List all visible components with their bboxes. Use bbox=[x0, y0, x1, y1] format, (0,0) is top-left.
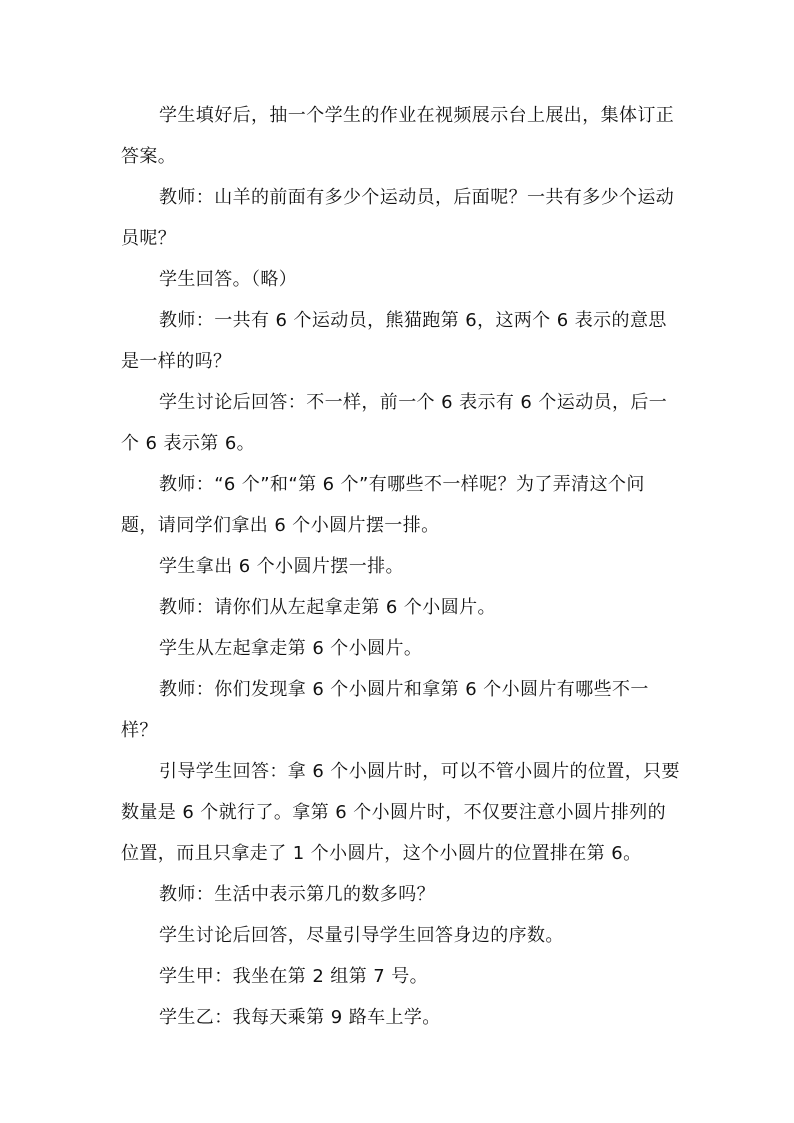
paragraph: 教师：一共有 6 个运动员，熊猫跑第 6，这两个 6 表示的意思是一样的吗？ bbox=[121, 310, 667, 372]
paragraph: 教师：“6 个”和“第 6 个”有哪些不一样呢？为了弄清这个问题，请同学们拿出 6 个小圆片摆一排。 bbox=[121, 474, 645, 536]
paragraph: 教师：生活中表示第几的数多吗？ bbox=[159, 884, 435, 905]
document-body bbox=[121, 95, 681, 1038]
paragraph: 学生从左起拿走第 6 个小圆片。 bbox=[159, 638, 423, 659]
paragraph: 学生回答。（略） bbox=[159, 269, 298, 290]
paragraph: 教师：你们发现拿 6 个小圆片和拿第 6 个小圆片有哪些不一样？ bbox=[121, 679, 649, 741]
paragraph: 学生甲：我坐在第 2 组第 7 号。 bbox=[159, 966, 428, 987]
paragraph: 学生讨论后回答，尽量引导学生回答身边的序数。 bbox=[159, 925, 564, 946]
paragraph: 学生拿出 6 个小圆片摆一排。 bbox=[159, 556, 404, 577]
paragraph: 教师：请你们从左起拿走第 6 个小圆片。 bbox=[159, 597, 496, 618]
paragraph: 学生填好后，抽一个学生的作业在视频展示台上展出，集体订正答案。 bbox=[121, 105, 675, 167]
paragraph: 学生乙：我每天乘第 9 路车上学。 bbox=[159, 1007, 441, 1028]
paragraph: 学生讨论后回答：不一样，前一个 6 表示有 6 个运动员，后一个 6 表示第 6。 bbox=[121, 392, 668, 454]
paragraph: 教师：山羊的前面有多少个运动员，后面呢？一共有多少个运动员呢？ bbox=[121, 187, 675, 249]
paragraph: 引导学生回答：拿 6 个小圆片时，可以不管小圆片的位置，只要数量是 6 个就行了。拿第 6 个小圆片时，不仅要注意小圆片排列的位置，而且只拿走了 1 个小圆片，这个小圆片的位置排在第 6。 bbox=[121, 761, 680, 864]
